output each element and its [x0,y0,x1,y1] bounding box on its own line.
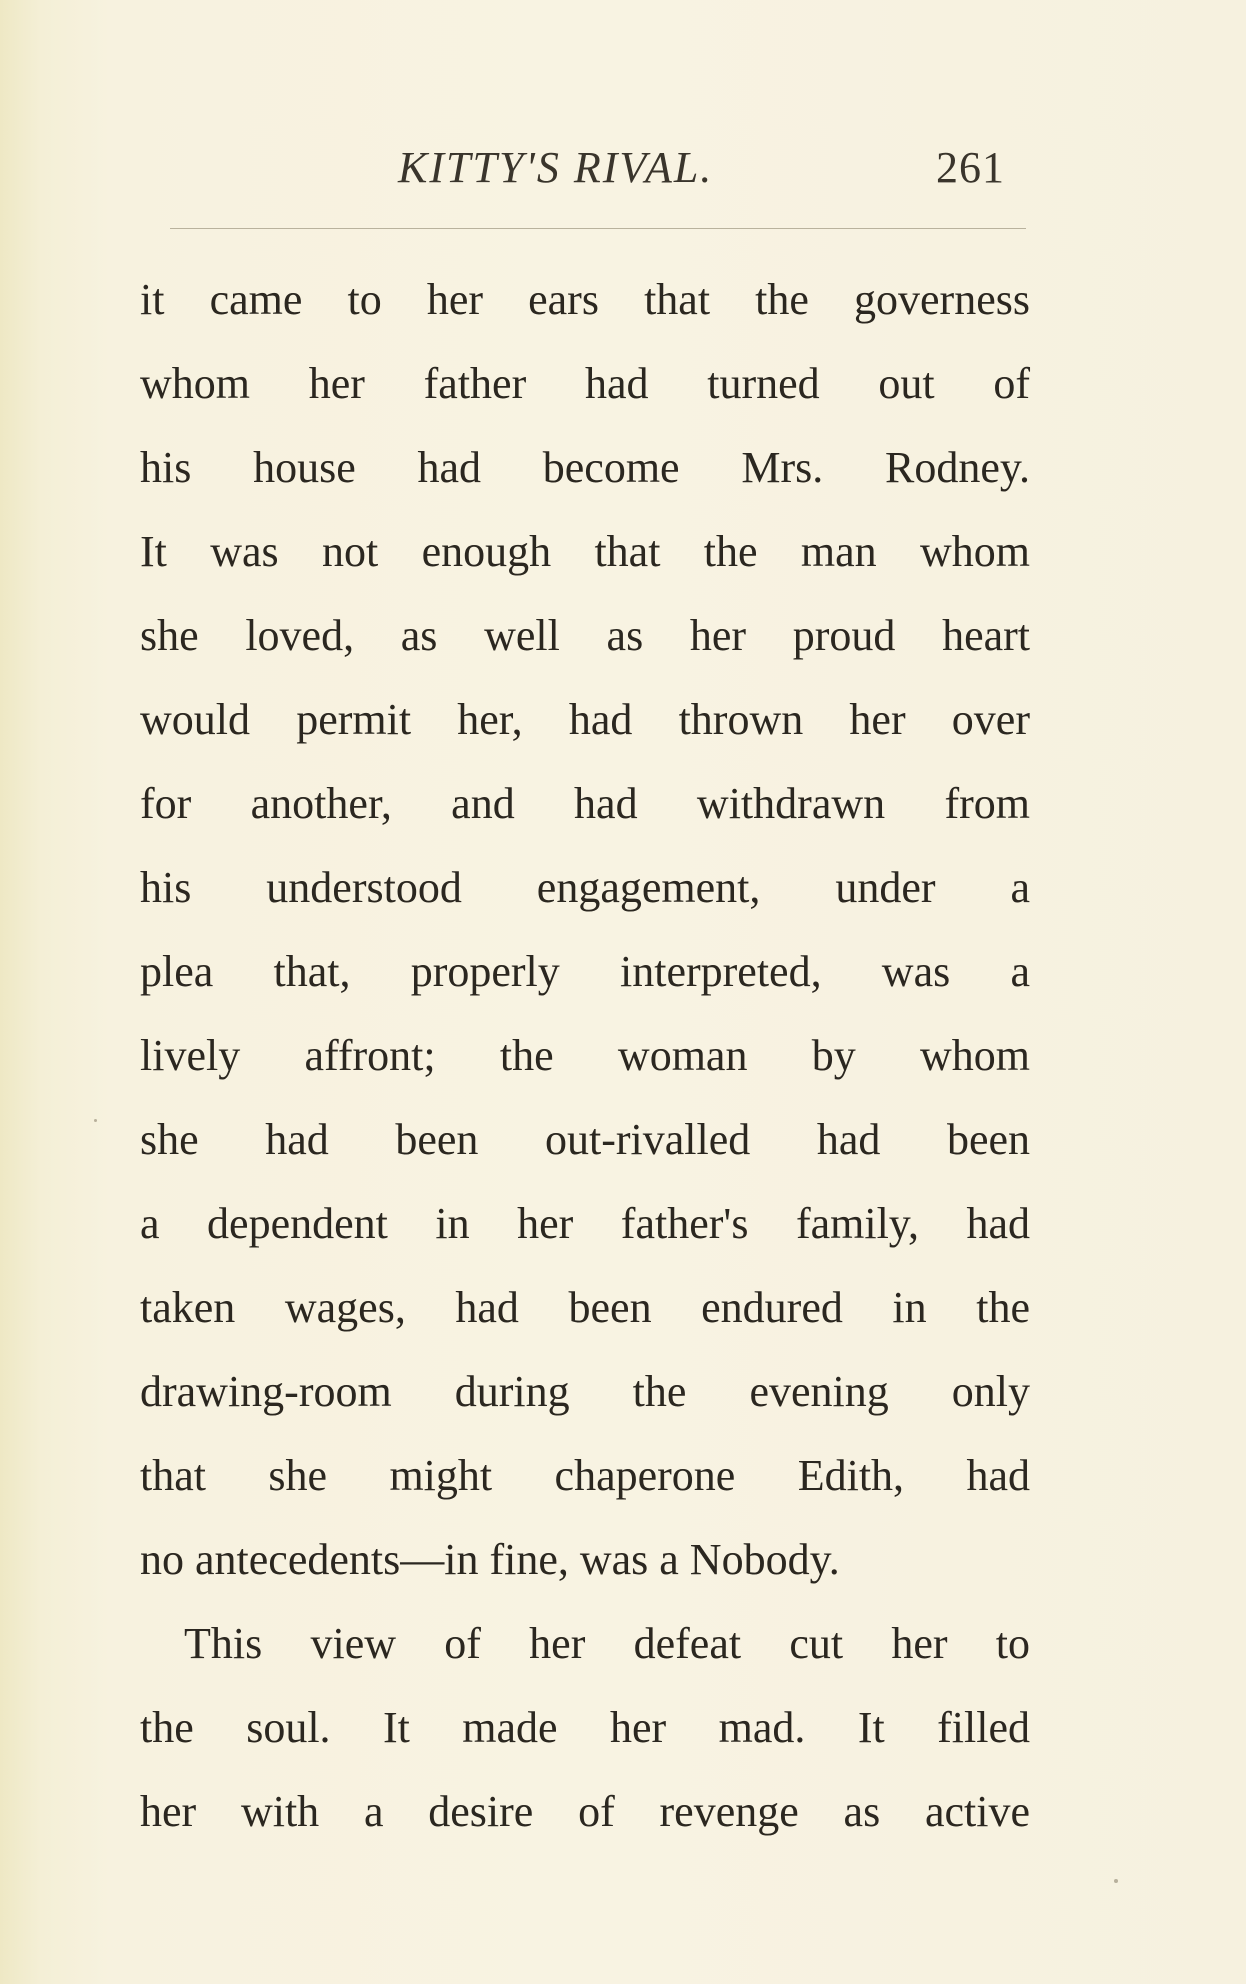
text-line: would permit her, had thrown her over [140,695,1030,744]
text-line: his understood engagement, under a [140,863,1030,912]
text-line: his house had become Mrs. Rodney. [140,443,1030,492]
page-number: 261 [936,143,1005,192]
text-line: for another, and had withdrawn from [140,779,1030,828]
running-title: KITTY'S RIVAL. [398,143,714,192]
text-line: the soul. It made her mad. It filled [140,1703,1030,1752]
text-line: whom her father had turned out of [140,359,1030,408]
text-line: plea that, properly interpreted, was a [140,947,1030,996]
paper-speck [94,1119,97,1122]
paper-speck [1114,1879,1118,1883]
text-line: drawing-room during the evening only [140,1367,1030,1416]
body-text [140,258,1030,1854]
header-rule [170,228,1026,229]
text-line: her with a desire of revenge as active [140,1787,1030,1836]
running-head [0,142,1246,202]
text-line: that she might chaperone Edith, had [140,1451,1030,1500]
text-line: she had been out-rivalled had been [140,1115,1030,1164]
text-line: a dependent in her father's family, had [140,1199,1030,1248]
text-line: lively affront; the woman by whom [140,1031,1030,1080]
text-line: It was not enough that the man whom [140,527,1030,576]
text-line: she loved, as well as her proud heart [140,611,1030,660]
text-line: no antecedents—in fine, was a Nobody. [140,1535,840,1584]
text-line: it came to her ears that the governess [140,275,1030,324]
text-line: This view of her defeat cut her to [184,1619,1030,1668]
text-line: taken wages, had been endured in the [140,1283,1030,1332]
